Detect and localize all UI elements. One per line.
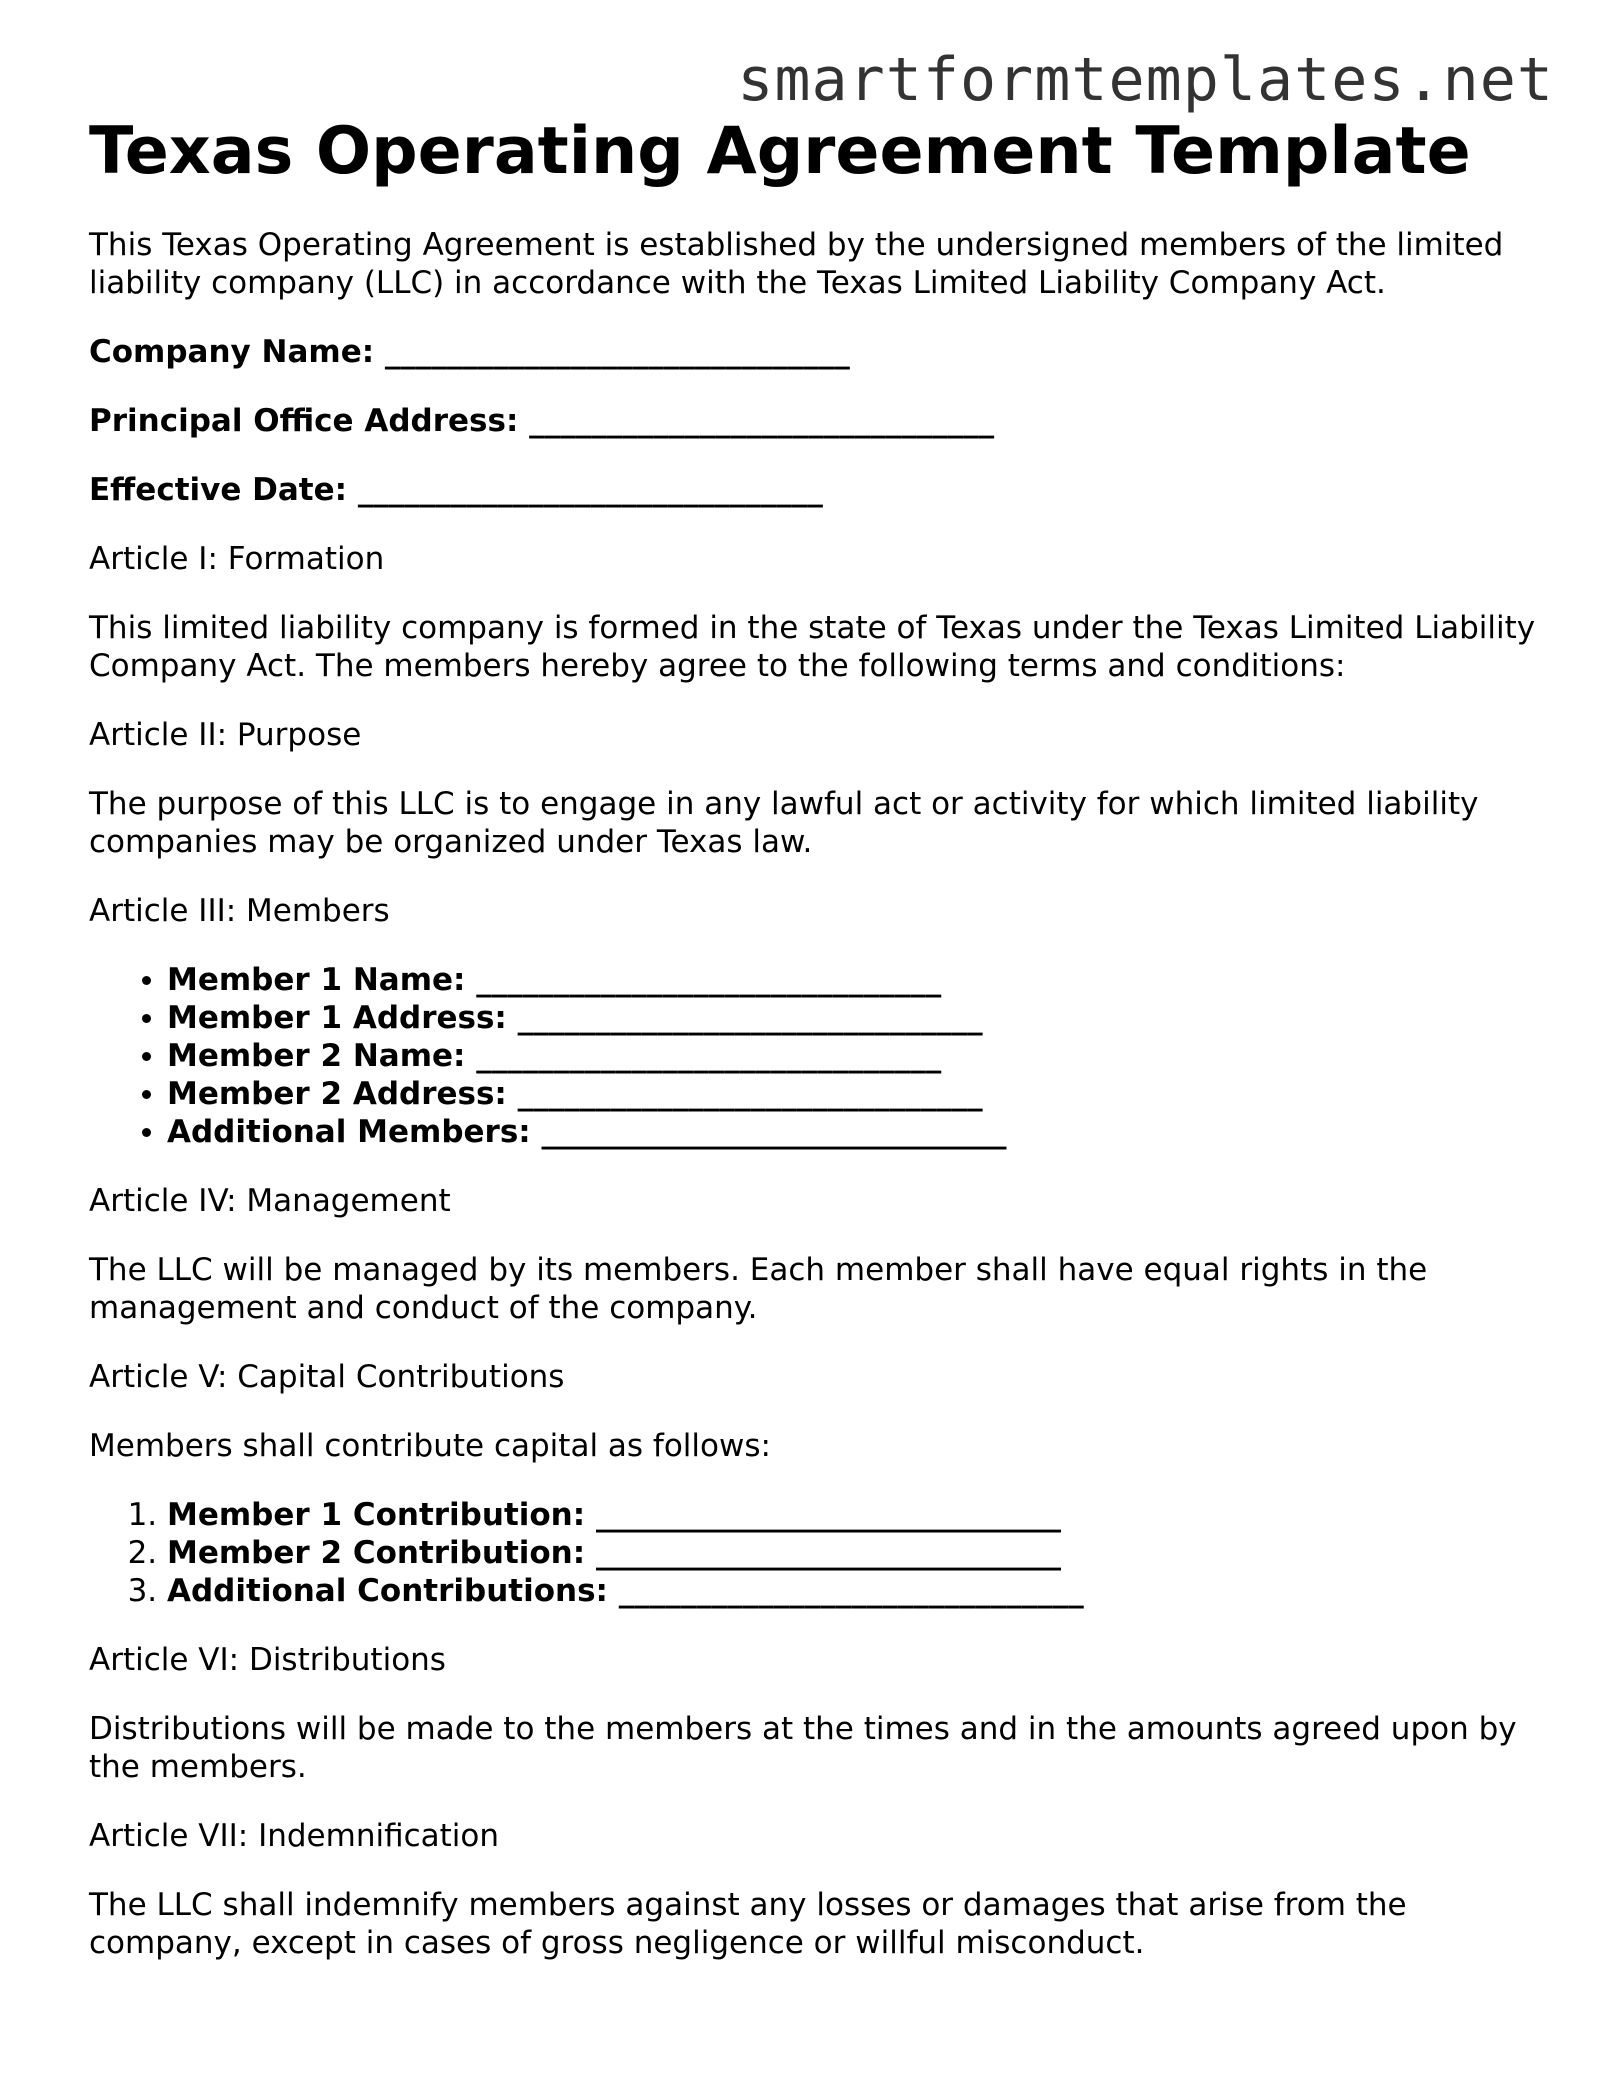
article-4-title: Article IV: Management: [89, 1183, 451, 1219]
list-item: 2. Member 2 Contribution: ______________________________: [167, 1534, 1549, 1572]
list-item: 1. Member 1 Contribution: ______________________________: [167, 1496, 1549, 1534]
principal-office-field: Principal Office Address: ______________________________: [89, 403, 995, 439]
article-5-title: Article V: Capital Contributions: [89, 1359, 565, 1395]
article-4-text: The LLC will be managed by its members. Each member shall have equal rights in the management and conduct of the company.: [89, 1252, 1428, 1326]
list-item: • Member 2 Address: ______________________________: [167, 1075, 1549, 1113]
article-2-title: Article II: Purpose: [89, 717, 362, 753]
list-item: • Member 1 Name: ______________________________: [167, 961, 1549, 999]
article-5-text: Members shall contribute capital as follows:: [89, 1428, 771, 1464]
article-3-title: Article III: Members: [89, 893, 390, 929]
members-list: [89, 961, 1549, 1151]
company-name-field: Company Name: ______________________________: [89, 334, 850, 370]
list-item: 3. Additional Contributions: ______________________________: [167, 1572, 1549, 1610]
article-1-title: Article I: Formation: [89, 541, 385, 577]
list-item: • Member 2 Name: ______________________________: [167, 1037, 1549, 1075]
watermark: smartformtemplates.net: [737, 45, 1554, 115]
article-6-title: Article VI: Distributions: [89, 1642, 446, 1678]
article-7-text: The LLC shall indemnify members against any losses or damages that arise from the company, except in cases of gross negligence or willful misconduct.: [89, 1887, 1407, 1961]
intro-paragraph: This Texas Operating Agreement is established by the undersigned members of the limited liability company (LLC) in accordance with the Texas Limited Liability Company Act.: [89, 227, 1504, 301]
document-title: Texas Operating Agreement Template: [89, 114, 1471, 189]
article-1-text: This limited liability company is formed in the state of Texas under the Texas Limited Liability Company Act. The members hereby agree to the following terms and conditions:: [89, 610, 1536, 684]
effective-date-field: Effective Date: ______________________________: [89, 472, 823, 508]
header-fields: [89, 333, 1549, 509]
article-6-text: Distributions will be made to the members at the times and in the amounts agreed upon by the members.: [89, 1711, 1517, 1785]
list-item: • Additional Members: ______________________________: [167, 1113, 1549, 1151]
document-page: [89, 112, 1549, 1962]
article-7-title: Article VII: Indemnification: [89, 1818, 500, 1854]
contributions-list: [89, 1496, 1549, 1610]
article-2-text: The purpose of this LLC is to engage in any lawful act or activity for which limited liability companies may be organized under Texas law.: [89, 786, 1479, 860]
list-item: • Member 1 Address: ______________________________: [167, 999, 1549, 1037]
